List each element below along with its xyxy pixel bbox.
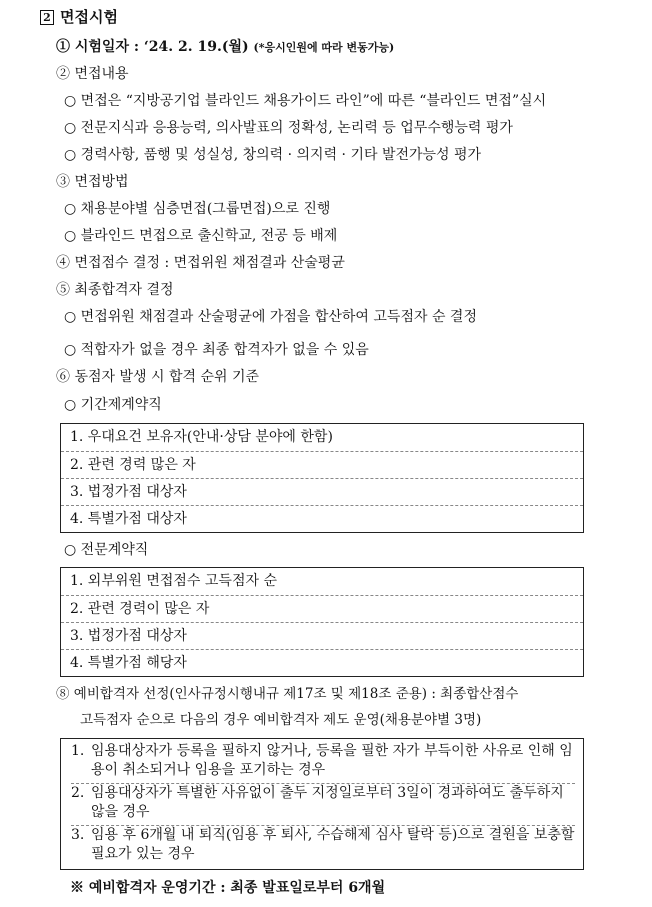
reserve-condition-3-text: 임용 후 6개월 내 퇴직(임용 후 퇴사, 수습해제 심사 탈락 등)으로 결원을 보충할 필요가 있는 경우 [91, 827, 575, 862]
score-decision: ④ 면접점수 결정 : 면접위원 채점결과 산술평균 [56, 255, 345, 271]
method-bullet-1: ○ 채용분야별 심층면접(그룹면접)으로 진행 [64, 201, 331, 217]
professional-contract-label: ○ 전문계약직 [64, 542, 149, 558]
reserve-condition-2-num: 2. [71, 785, 85, 801]
section-title-text: 면접시험 [60, 8, 118, 26]
professional-item-2 [61, 595, 583, 623]
fixed-term-criteria-box [60, 423, 584, 533]
professional-criteria-box [60, 567, 584, 677]
professional-item-3-text: 3. 법정가점 대상자 [70, 628, 187, 644]
fixed-term-item-2 [61, 451, 583, 479]
content-bullet-2: ○ 전문지식과 응용능력, 의사발표의 정확성, 논리력 등 업무수행능력 평가 [64, 120, 513, 136]
reserve-pass-heading: ⑧ 예비합격자 선정(인사규정시행내규 제17조 및 제18조 준용) : 최종합산점수 [56, 686, 519, 702]
fixed-term-item-4-text: 4. 특별가점 대상자 [70, 511, 187, 527]
exam-date-note: (*응시인원에 따라 변동가능) [253, 41, 395, 54]
reserve-condition-3 [71, 825, 575, 864]
professional-item-4 [61, 649, 583, 677]
reserve-condition-3-num: 3. [71, 827, 85, 843]
professional-item-3 [61, 622, 583, 650]
content-bullet-1: ○ 면접은 “지방공기업 블라인드 채용가이드 라인”에 따른 “블라인드 면접”실시 [64, 93, 547, 109]
reserve-condition-2 [71, 783, 575, 822]
exam-date [56, 37, 394, 58]
reserve-conditions-box [60, 738, 584, 870]
reserve-condition-1-num: 1. [71, 743, 85, 759]
final-pass-heading: ⑤ 최종합격자 결정 [56, 282, 174, 298]
final-pass-bullet-1: ○ 면접위원 채점결과 산술평균에 가점을 합산하여 고득점자 순 결정 [64, 309, 477, 325]
professional-item-4-text: 4. 특별가점 해당자 [70, 655, 187, 671]
reserve-pass-subline: 고득점자 순으로 다음의 경우 예비합격자 제도 운영(채용분야별 3명) [80, 712, 482, 728]
professional-item-2-text: 2. 관련 경력이 많은 자 [70, 601, 210, 617]
content-bullet-3: ○ 경력사항, 품행 및 성실성, 창의력 · 의지력 · 기타 발전가능성 평가 [64, 147, 482, 163]
interview-content-heading: ② 면접내용 [56, 66, 129, 82]
fixed-term-item-4 [61, 505, 583, 533]
fixed-term-item-1 [61, 424, 583, 451]
fixed-term-label: ○ 기간제계약직 [64, 397, 162, 413]
tie-break-heading: ⑥ 동점자 발생 시 합격 순위 기준 [56, 369, 259, 385]
fixed-term-item-1-text: 1. 우대요건 보유자(안내·상담 분야에 한함) [70, 429, 333, 445]
fixed-term-item-3 [61, 478, 583, 506]
exam-date-label: ① 시험일자 : ‘24. 2. 19.(월) [56, 39, 254, 55]
section-number: 2 [40, 10, 54, 25]
fixed-term-item-3-text: 3. 법정가점 대상자 [70, 484, 187, 500]
professional-item-1-text: 1. 외부위원 면접점수 고득점자 순 [70, 573, 277, 589]
professional-item-1 [61, 568, 583, 595]
reserve-condition-2-text: 임용대상자가 특별한 사유없이 출두 지정일로부터 3일이 경과하여도 출두하지 않을 경우 [91, 785, 564, 820]
fixed-term-item-2-text: 2. 관련 경력 많은 자 [70, 457, 196, 473]
reserve-period-note: ※ 예비합격자 운영기간 : 최종 발표일로부터 6개월 [70, 880, 386, 896]
method-bullet-2: ○ 블라인드 면접으로 출신학교, 전공 등 배제 [64, 228, 338, 244]
reserve-condition-1-text: 임용대상자가 등록을 필하지 않거나, 등록을 필한 자가 부득이한 사유로 인해 임용이 취소되거나 임용을 포기하는 경우 [91, 743, 573, 778]
section-title [40, 7, 118, 27]
interview-method-heading: ③ 면접방법 [56, 174, 129, 190]
final-pass-bullet-2: ○ 적합자가 없을 경우 최종 합격자가 없을 수 있음 [64, 342, 369, 358]
reserve-condition-1 [71, 742, 575, 780]
